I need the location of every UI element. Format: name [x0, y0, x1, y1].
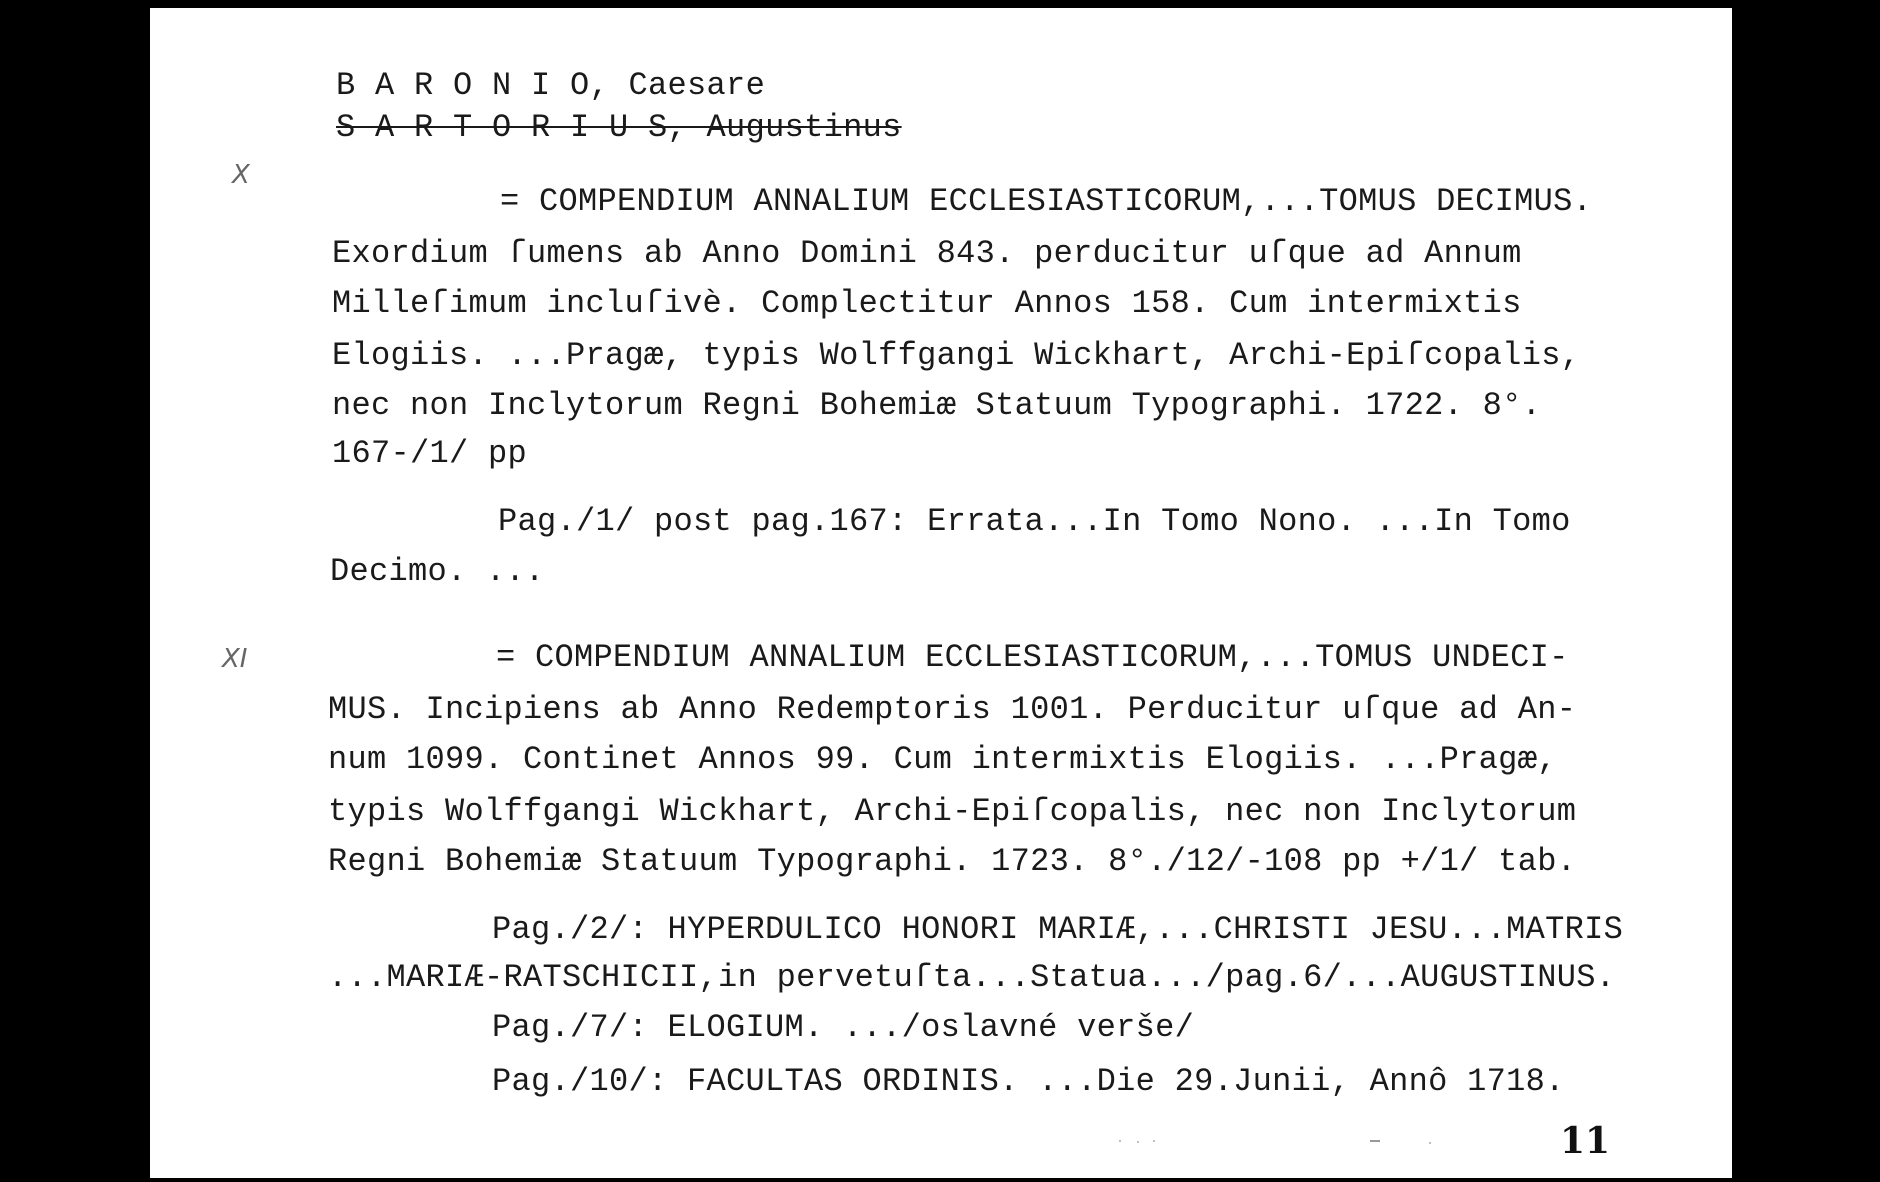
entry-2-note-line-1: Pag./2/: HYPERDULICO HONORI MARIÆ,...CHRISTI JESU...MATRIS	[492, 911, 1624, 948]
scan-specks	[1090, 1138, 1530, 1146]
entry-1-note-line-2: Decimo. ...	[330, 553, 545, 590]
catalog-card	[150, 8, 1732, 1178]
entry-1-line-3: Milleſimum incluſivè. Complectitur Annos 158. Cum intermixtis	[332, 285, 1522, 322]
entry-1-line-4: Elogiis. ...Pragæ, typis Wolffgangi Wickhart, Archi-Epiſcopalis,	[332, 337, 1581, 374]
entry-2-note-line-4: Pag./10/: FACULTAS ORDINIS. ...Die 29.Junii, Annô 1718.	[492, 1063, 1565, 1100]
entry-2-note-line-3: Pag./7/: ELOGIUM. .../oslavné verše/	[492, 1009, 1195, 1046]
entry-1-line-6: 167-/1/ pp	[332, 435, 528, 472]
struck-author-heading: S A R T O R I U S, Augustinus	[336, 109, 902, 146]
entry-2-note-line-2: ...MARIÆ-RATSCHICII,in pervetuſta...Statua.../pag.6/...AUGUSTINUS.	[328, 959, 1616, 996]
author-heading: B A R O N I O, Caesare	[336, 67, 766, 104]
entry-1-line-5: nec non Inclytorum Regni Bohemiæ Statuum Typographi. 1722. 8°.	[332, 387, 1542, 424]
margin-mark-tome-11: XI	[222, 644, 248, 674]
entry-2-line-3: num 1099. Continet Annos 99. Cum intermixtis Elogiis. ...Pragæ,	[328, 741, 1557, 778]
entry-2-line-2: MUS. Incipiens ab Anno Redemptoris 1001. Perducitur uſque ad An-	[328, 691, 1577, 728]
entry-1-note-line-1: Pag./1/ post pag.167: Errata...In Tomo Nono. ...In Tomo	[498, 503, 1571, 540]
entry-2-line-1: = COMPENDIUM ANNALIUM ECCLESIASTICORUM,...TOMUS UNDECI-	[496, 639, 1569, 676]
margin-mark-tome-10: X	[232, 160, 250, 190]
entry-2-line-4: typis Wolffgangi Wickhart, Archi-Epiſcopalis, nec non Inclytorum	[328, 793, 1577, 830]
page-number: 11	[1560, 1120, 1611, 1162]
scan-specks-drawing	[1090, 1138, 1530, 1146]
entry-1-line-2: Exordium ſumens ab Anno Domini 843. perducitur uſque ad Annum	[332, 235, 1522, 272]
entry-1-line-1: = COMPENDIUM ANNALIUM ECCLESIASTICORUM,...TOMUS DECIMUS.	[500, 183, 1593, 220]
entry-2-line-5: Regni Bohemiæ Statuum Typographi. 1723. 8°./12/-108 pp +/1/ tab.	[328, 843, 1577, 880]
